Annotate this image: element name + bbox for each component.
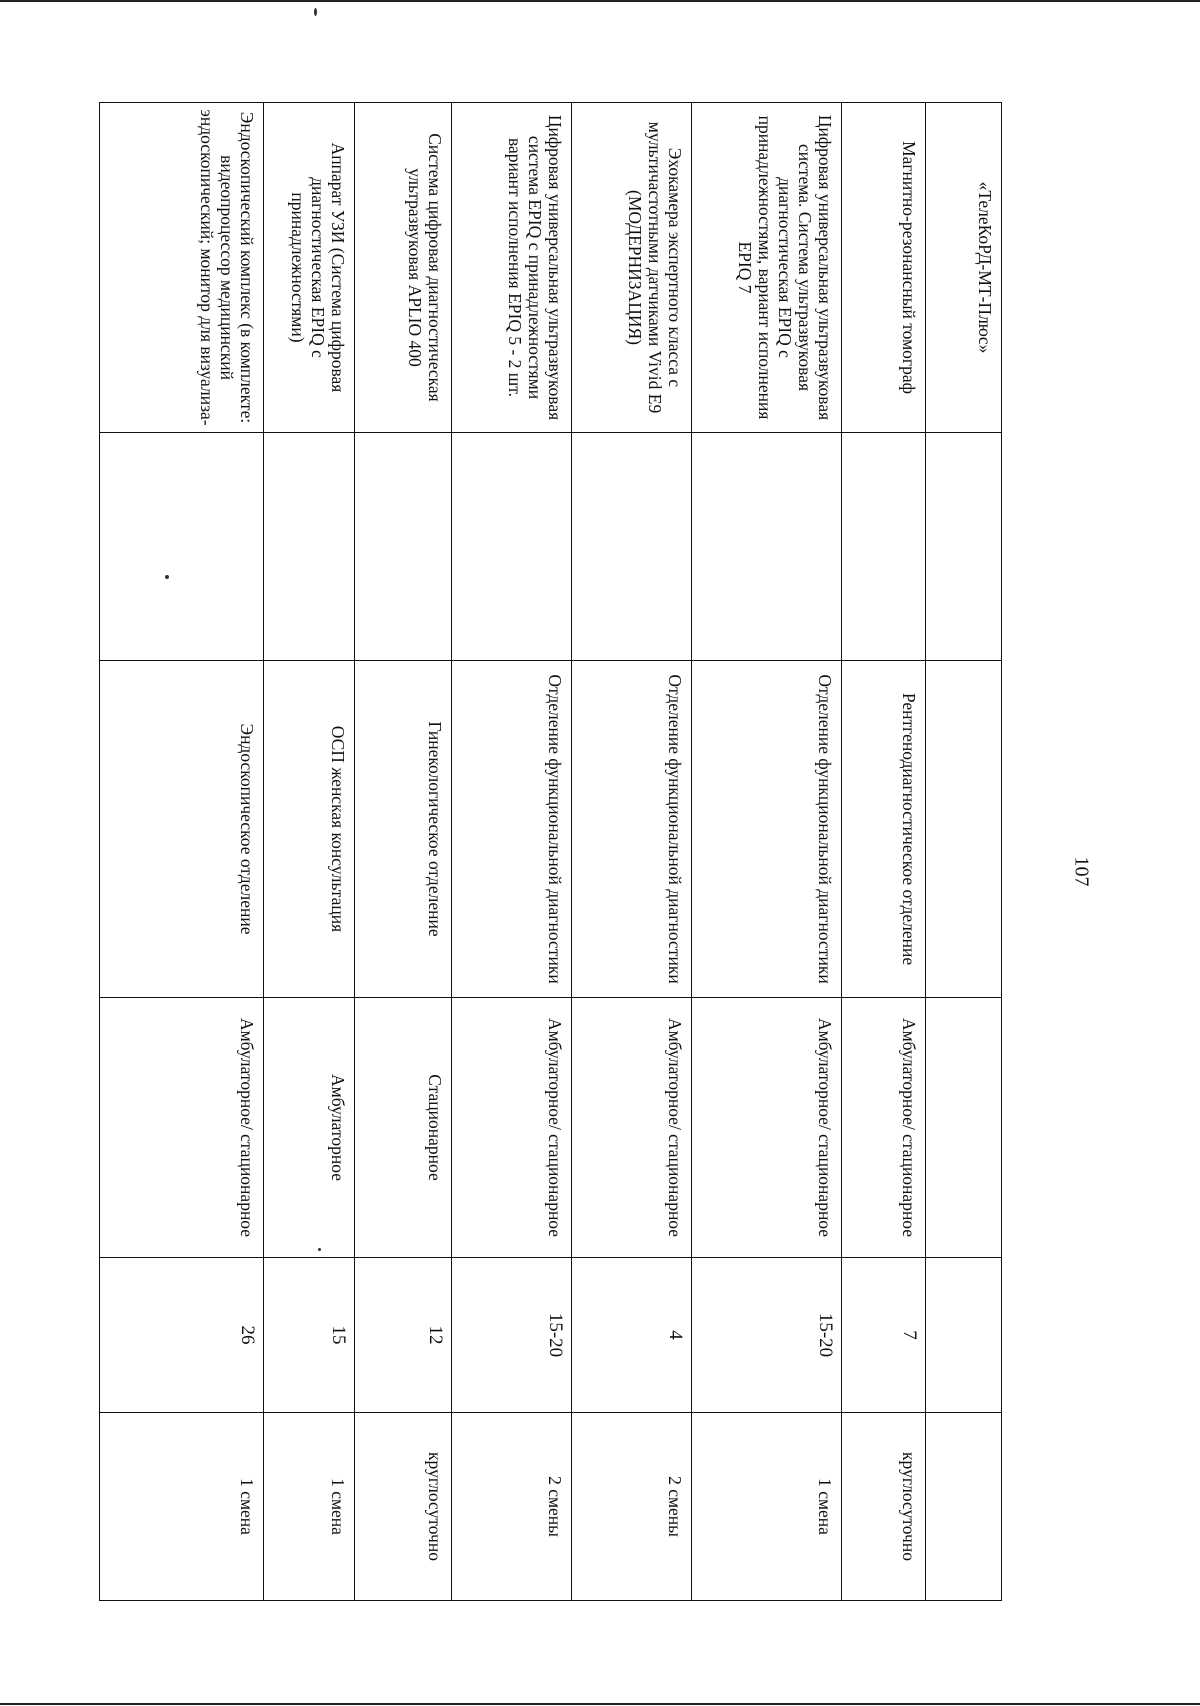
cell-equipment: Эндоскопический комплекс (в комплекте: видеопроцессор медицинский эндоскопический; монитор для визуализа-	[100, 103, 264, 433]
cell-schedule: 1 смена	[692, 1413, 842, 1601]
scan-edge-bottom	[0, 1703, 1200, 1705]
cell-schedule: 2 смены	[572, 1413, 692, 1601]
cell-mode: Амбулаторное/ стационарное	[842, 998, 926, 1258]
cell-count: 26	[100, 1258, 264, 1413]
cell-blank	[926, 433, 1002, 661]
cell-equipment: Цифровая универсальная ультразвуковая система. Система ультразвуковая диагностическая EPIQ с принадлежностями, вариант исполнения EPIQ 7	[692, 103, 842, 433]
table-row	[926, 103, 1002, 1601]
cell-schedule	[926, 1413, 1002, 1601]
cell-equipment: Система цифровая диагностическая ультразвуковая APLIO 400	[355, 103, 452, 433]
cell-mode: Амбулаторное/ стационарное	[452, 998, 572, 1258]
cell-count: 4	[572, 1258, 692, 1413]
cell-count: 12	[355, 1258, 452, 1413]
cell-department: Отделение функциональной диагностики	[692, 661, 842, 998]
table-row	[100, 103, 264, 1601]
scan-speck	[314, 8, 317, 16]
scan-speck	[165, 575, 169, 579]
cell-mode: Амбулаторное/ стационарное	[100, 998, 264, 1258]
cell-department: Рентгенодиагностическое отделение	[842, 661, 926, 998]
table-row	[264, 103, 355, 1601]
cell-department	[926, 661, 1002, 998]
cell-blank	[692, 433, 842, 661]
cell-mode	[926, 998, 1002, 1258]
cell-equipment: Магнитно-резонансный томограф	[842, 103, 926, 433]
cell-equipment: Цифровая универсальная ультразвуковая система EPIQ с принадлежностями вариант исполнения EPIQ 5 - 2 шт.	[452, 103, 572, 433]
table-row	[842, 103, 926, 1601]
cell-schedule: круглосуточно	[842, 1413, 926, 1601]
table-row	[355, 103, 452, 1601]
cell-schedule: круглосуточно	[355, 1413, 452, 1601]
cell-schedule: 1 смена	[100, 1413, 264, 1601]
cell-department: ОСП женская консультация	[264, 661, 355, 998]
cell-mode: Амбулаторное	[264, 998, 355, 1258]
cell-blank	[842, 433, 926, 661]
cell-mode: Амбулаторное/ стационарное	[572, 998, 692, 1258]
scan-edge-top	[0, 0, 1200, 2]
cell-count: 15-20	[452, 1258, 572, 1413]
cell-department: Отделение функциональной диагностики	[572, 661, 692, 998]
cell-blank	[452, 433, 572, 661]
cell-blank	[572, 433, 692, 661]
cell-mode: Стационарное	[355, 998, 452, 1258]
cell-mode: Амбулаторное/ стационарное	[692, 998, 842, 1258]
cell-equipment: Аппарат УЗИ (Система цифровая диагностическая EPIQ с принадлежностями)	[264, 103, 355, 433]
cell-schedule: 2 смены	[452, 1413, 572, 1601]
page-number: 107	[1070, 856, 1093, 887]
equipment-table-wrapper	[100, 102, 1002, 1600]
cell-department: Отделение функциональной диагностики	[452, 661, 572, 998]
cell-department: Эндоскопическое отделение	[100, 661, 264, 998]
table-row	[452, 103, 572, 1601]
scan-speck	[318, 1248, 321, 1251]
cell-department: Гинекологическое отделение	[355, 661, 452, 998]
cell-equipment: Эхокамера экспертного класса с мультичастотными датчиками Vivid E9 (МОДЕРНИЗАЦИЯ)	[572, 103, 692, 433]
cell-schedule: 1 смена	[264, 1413, 355, 1601]
cell-blank	[355, 433, 452, 661]
cell-count: 15-20	[692, 1258, 842, 1413]
equipment-table	[99, 102, 1002, 1601]
cell-count: 7	[842, 1258, 926, 1413]
cell-blank	[264, 433, 355, 661]
cell-equipment: «ТелеКоРД-МТ-Плюс»	[926, 103, 1002, 433]
cell-count	[926, 1258, 1002, 1413]
table-row	[692, 103, 842, 1601]
cell-count: 15	[264, 1258, 355, 1413]
cell-blank	[100, 433, 264, 661]
table-row	[572, 103, 692, 1601]
table-body	[100, 103, 1002, 1601]
